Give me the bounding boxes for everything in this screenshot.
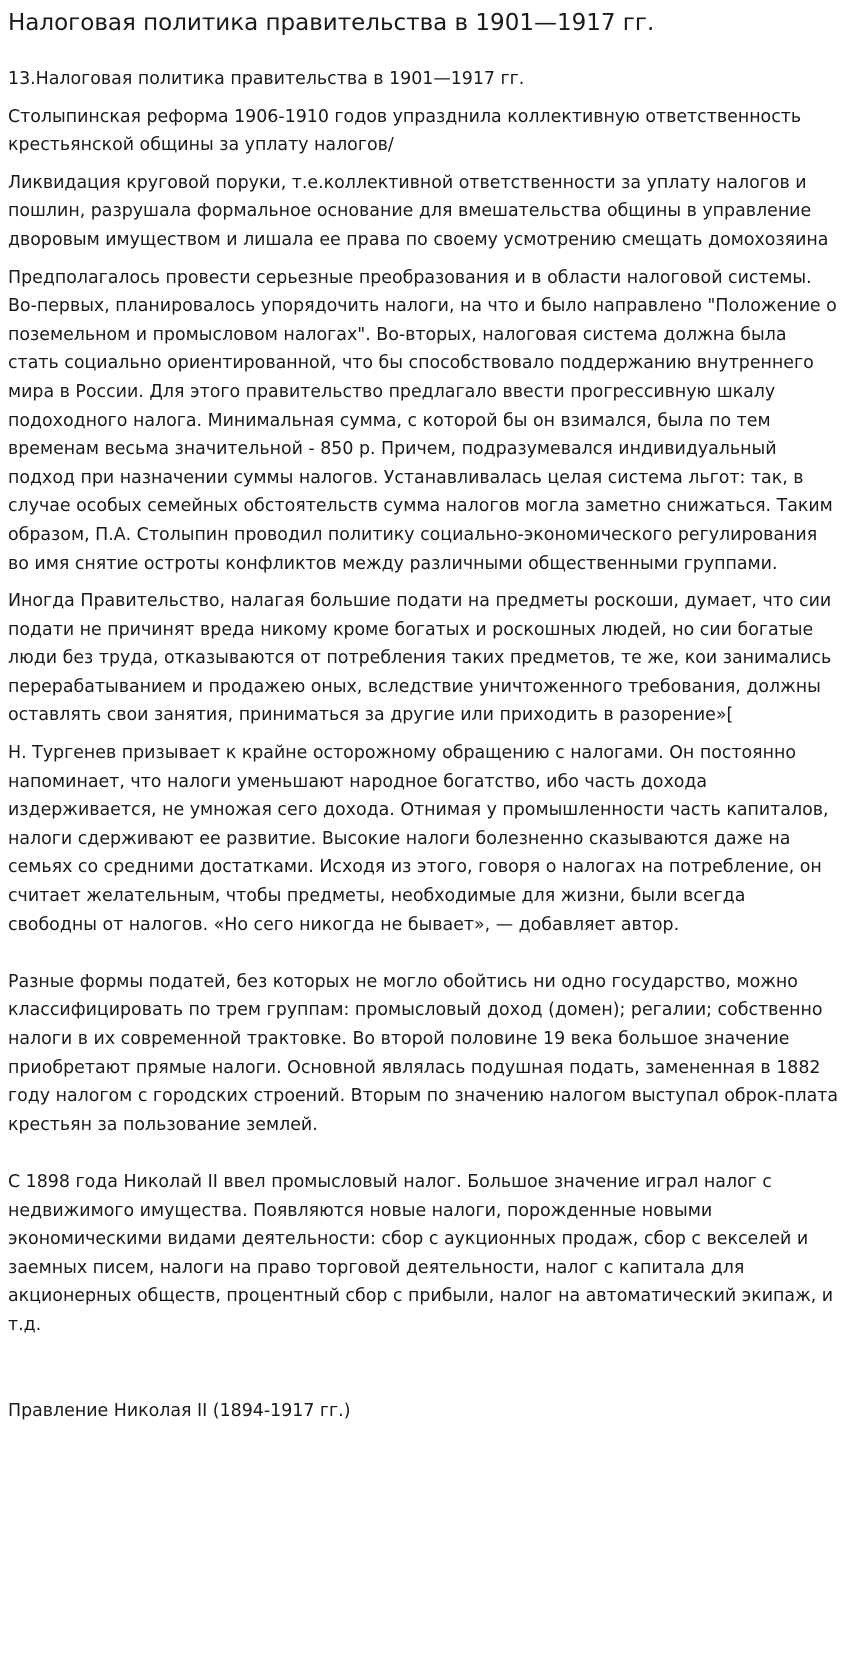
article-heading: 13.Налоговая политика правительства в 1901—1917 гг. <box>8 69 525 89</box>
article-paragraph: Предполагалось провести серьезные преобразования и в области налоговой системы. Во-первых, планировалось упорядочить налоги, на что и было направлено "Положение о поземельном и промысловом налогах". Во-вторых, налоговая система должна была стать социально ориентированной, что бы способствовало поддержанию внутреннего мира в России. Для этого правительство предлагало ввести прогрессивную шкалу подоходного налога. Минимальная сумма, с которой бы он взимался, была по тем временам весьма значительной - 850 р. Причем, подразумевался индивидуальный подход при назначении суммы налогов. Устанавливалась целая система льгот: так, в случае особых семейных обстоятельств сумма налогов могла заметно снижаться. Таким образом, П.А. Столыпин проводил политику социально-экономического регулирования во имя снятие остроты конфликтов между различными общественными группами. <box>8 267 837 574</box>
article-paragraph: Разные формы податей, без которых не могло обойтись ни одно государство, можно классифицировать по трем группам: промысловый доход (домен); регалии; собственно налоги в их современной трактовке. Во второй половине 19 века большое значение приобретают прямые налоги. Основной являлась подушная подать, замененная в 1882 году налогом с городских строений. Вторым по значению налогом выступал оброк-плата крестьян за пользование землей. <box>8 971 839 1135</box>
spacer <box>8 1340 839 1397</box>
article-body <box>8 65 839 1425</box>
related-article-link[interactable]: Правление Николая II (1894-1917 гг.) <box>8 1400 351 1421</box>
page-container <box>8 0 839 1425</box>
page-title: Налоговая политика правительства в 1901—1917 гг. <box>8 10 655 36</box>
article-paragraph: Иногда Правительство, налагая большие подати на предметы роскоши, думает, что сии подати не причинят вреда никому кроме богатых и роскошных людей, но сии богатые люди без труда, отказываются от потребления таких предметов, те же, кои занимались перерабатыванием и продажею оных, вследствие уничтоженного требования, должны оставлять свои занятия, приниматься за другие или приходить в разорение»[ <box>8 591 832 726</box>
article-paragraph: Столыпинская реформа 1906-1910 годов упразднила коллективную ответственность крестьянской общины за уплату налогов/ <box>8 106 802 156</box>
article-paragraph: С 1898 года Николай II ввел промысловый налог. Большое значение играл налог с недвижимого имущества. Появляются новые налоги, порожденные новыми экономическими видами деятельности: сбор с аукционных продаж, сбор с векселей и заемных писем, налоги на право торговой деятельности, налог с капитала для акционерных обществ, процентный сбор с прибыли, налог на автоматический экипаж, и т.д. <box>8 1171 834 1335</box>
article-paragraph: Н. Тургенев призывает к крайне осторожному обращению с налогами. Он постоянно напоминает, что налоги уменьшают народное богатство, ибо часть дохода издерживается, не умножая сего дохода. Отнимая у промышленности часть капиталов, налоги сдерживают ее развитие. Высокие налоги болезненно сказываются даже на семьях со средними достатками. Исходя из этого, говоря о налогах на потребление, он считает желательным, чтобы предметы, необходимые для жизни, были всегда свободны от налогов. «Но сего никогда не бывает», — добавляет автор. <box>8 743 829 935</box>
spacer <box>8 939 839 968</box>
article-paragraph: Ликвидация круговой поруки, т.е.коллективной ответственности за уплату налогов и пошлин, разрушала формальное основание для вмешательства общины в управление дворовым имуществом и лишала ее права по своему усмотрению смещать домохозяина <box>8 172 829 250</box>
spacer <box>8 1139 839 1168</box>
